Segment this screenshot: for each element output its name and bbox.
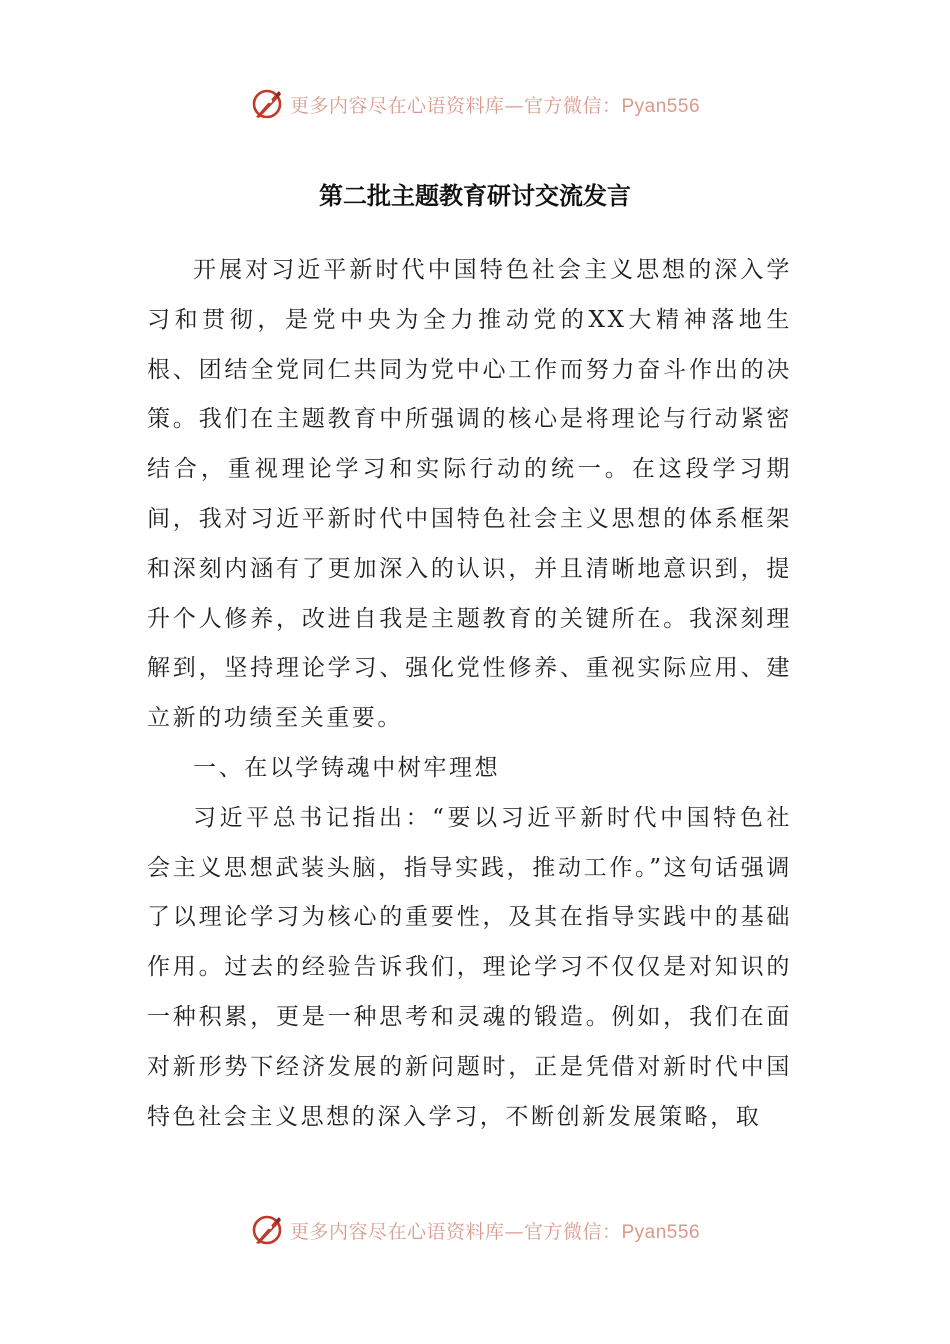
watermark-wechat-id: Pyan556 bbox=[621, 95, 701, 117]
pen-circle-logo-icon bbox=[250, 87, 284, 121]
section-heading: 一、在以学铸魂中树牢理想 bbox=[193, 754, 501, 781]
watermark-text: 更多内容尽在心语资料库—官方微信：Pyan556 bbox=[289, 1220, 701, 1243]
watermark-wechat-id: Pyan556 bbox=[621, 1221, 701, 1243]
document-body bbox=[147, 246, 792, 1142]
paragraph-section-one: 习近平总书记指出：“要以习近平新时代中国特色社会主义思想武装头脑，指导实践，推动工作。”这句话强调了以理论学习为核心的重要性，及其在指导实践中的基础作用。过去的经验告诉我们，理论学习不仅仅是对知识的一种积累，更是一种思考和灵魂的锻造。例如，我们在面对新形势下经济发展的新问题时，正是凭借对新时代中国特色社会主义思想的深入学习，不断创新发展策略，取 bbox=[147, 804, 792, 1130]
document-title: 第二批主题教育研讨交流发言 bbox=[319, 181, 631, 210]
watermark-header bbox=[0, 84, 950, 124]
watermark-text: 更多内容尽在心语资料库—官方微信：Pyan556 bbox=[289, 94, 701, 117]
watermark-footer bbox=[0, 1210, 950, 1250]
paragraph-intro: 开展对习近平新时代中国特色社会主义思想的深入学习和贯彻，是党中央为全力推动党的XX大精神落地生根、团结全党同仁共同为党中心工作而努力奋斗作出的决策。我们在主题教育中所强调的核心是将理论与行动紧密结合，重视理论学习和实际行动的统一。在这段学习期间，我对习近平新时代中国特色社会主义思想的体系框架和深刻内涵有了更加深入的认识，并且清晰地意识到，提升个人修养，改进自我是主题教育的关键所在。我深刻理解到，坚持理论学习、强化党性修养、重视实际应用、建立新的功绩至关重要。 bbox=[147, 257, 792, 732]
pen-circle-logo-icon bbox=[250, 1213, 284, 1247]
